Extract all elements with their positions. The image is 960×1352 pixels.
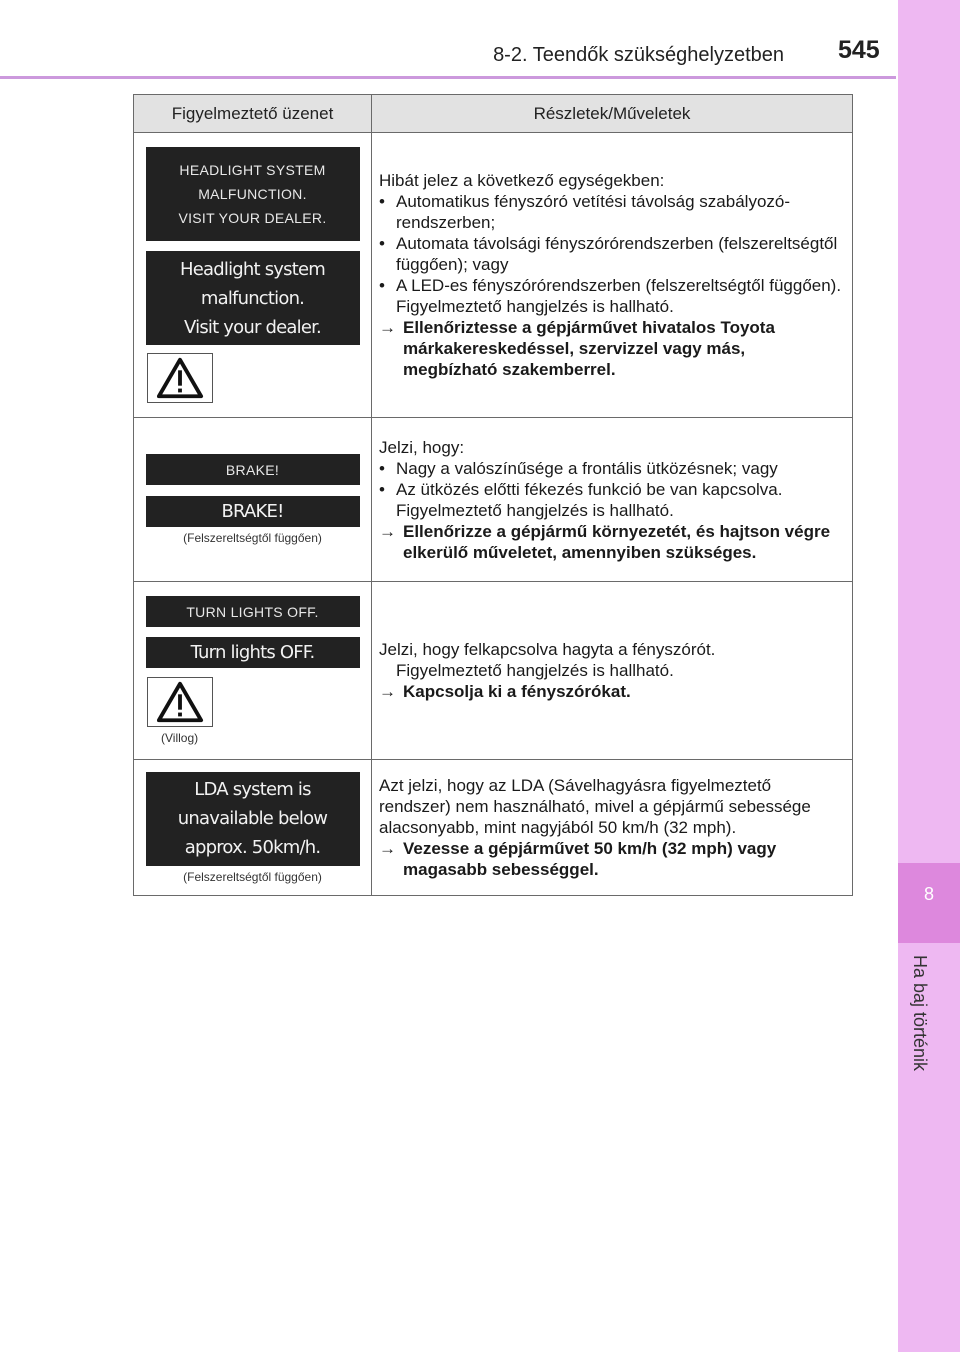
message-display-text bbox=[146, 596, 360, 627]
arrow-icon: → bbox=[379, 839, 396, 858]
details-bullet: • Az ütközés előtti fékezés funkció be van kapcsolva. bbox=[379, 479, 842, 500]
message-display-text bbox=[146, 147, 360, 241]
message-display-graphic bbox=[146, 637, 360, 668]
column-header-message: Figyelmeztető üzenet bbox=[134, 95, 372, 133]
action-text: Ellenőriztesse a gépjárművet hivatalos Toyota márkakereskedéssel, szervizzel vagy más, megbízható szakemberrel. bbox=[403, 318, 775, 379]
details-cell bbox=[372, 582, 853, 760]
message-line: TURN LIGHTS OFF. bbox=[186, 603, 319, 620]
details-intro: Azt jelzi, hogy az LDA (Sávelhagyásra figyelmeztető rendszer) nem használható, mivel a gépjármű sebessége alacsonyabb, mint nagyjából 50 km/h (32 mph). bbox=[379, 776, 811, 837]
message-line: LDA system is bbox=[194, 779, 311, 800]
details-intro: Jelzi, hogy: bbox=[379, 437, 465, 457]
details-intro: Jelzi, hogy felkapcsolva hagyta a fényszórót. bbox=[379, 640, 716, 659]
details-cell bbox=[372, 760, 853, 896]
action-text: Ellenőrizze a gépjármű környezetét, és hajtson végre elkerülő műveletet, amennyiben szükséges. bbox=[403, 521, 831, 562]
availability-caption: (Felszereltségtől függően) bbox=[183, 531, 322, 545]
details-note: Figyelmeztető hangjelzés is hallható. bbox=[396, 661, 674, 680]
message-line: Turn lights OFF. bbox=[190, 642, 315, 663]
details-cell bbox=[372, 418, 853, 582]
chapter-label: Ha baj történik bbox=[910, 955, 930, 1072]
message-line: VISIT YOUR DEALER. bbox=[178, 210, 327, 226]
details-cell bbox=[372, 133, 853, 418]
details-action bbox=[379, 681, 842, 702]
message-display-text bbox=[146, 454, 360, 485]
action-text: Kapcsolja ki a fényszórókat. bbox=[403, 682, 631, 701]
message-cell bbox=[134, 133, 372, 418]
table-row bbox=[134, 760, 853, 896]
chapter-side-tab bbox=[898, 0, 960, 1352]
action-text: Vezesse a gépjárművet 50 km/h (32 mph) vagy magasabb sebességgel. bbox=[403, 839, 777, 879]
message-line: BRAKE! bbox=[225, 461, 280, 478]
blinking-caption: (Villog) bbox=[161, 731, 199, 745]
message-cell bbox=[134, 418, 372, 582]
details-bullet: • A LED-es fényszórórendszerben (felszereltségtől függően). bbox=[379, 275, 842, 296]
message-line: approx. 50km/h. bbox=[184, 837, 321, 858]
message-cell bbox=[134, 582, 372, 760]
message-line: HEADLIGHT SYSTEM bbox=[179, 162, 326, 178]
warning-triangle-icon bbox=[147, 353, 213, 403]
details-note: Figyelmeztető hangjelzés is hallható. bbox=[396, 500, 674, 520]
message-line: MALFUNCTION. bbox=[198, 186, 307, 202]
table-row bbox=[134, 133, 853, 418]
message-cell bbox=[134, 760, 372, 896]
column-header-details: Részletek/Műveletek bbox=[372, 95, 853, 133]
message-line: malfunction. bbox=[200, 287, 305, 309]
table-row bbox=[134, 582, 853, 760]
table-header-row bbox=[134, 95, 853, 133]
message-display-graphic bbox=[146, 772, 360, 866]
details-bullet: • Automatikus fényszóró vetítési távolság szabályozó-rendszerben; bbox=[379, 191, 842, 233]
header-divider bbox=[0, 76, 896, 79]
warning-triangle-icon bbox=[147, 677, 213, 727]
details-note: Figyelmeztető hangjelzés is hallható. bbox=[396, 297, 674, 316]
details-intro: Hibát jelez a következő egységekben: bbox=[379, 171, 665, 190]
availability-caption: (Felszereltségtől függően) bbox=[183, 869, 322, 884]
details-action bbox=[379, 521, 842, 563]
message-line: BRAKE! bbox=[221, 501, 284, 522]
message-line: Headlight system bbox=[180, 258, 325, 280]
details-action bbox=[379, 317, 842, 380]
warning-message-table bbox=[133, 94, 853, 896]
arrow-icon: → bbox=[379, 318, 396, 337]
arrow-icon: → bbox=[379, 682, 396, 701]
message-line: unavailable below bbox=[177, 808, 328, 829]
table-row bbox=[134, 418, 853, 582]
message-line: Visit your dealer. bbox=[184, 316, 321, 338]
arrow-icon: → bbox=[379, 521, 396, 541]
details-bullet: • Automata távolsági fényszórórendszerben (felszereltségtől függően); vagy bbox=[379, 233, 842, 275]
message-display-graphic bbox=[146, 496, 360, 527]
message-display-graphic bbox=[146, 251, 360, 345]
details-action bbox=[379, 838, 842, 880]
chapter-number: 8 bbox=[923, 884, 934, 904]
section-title: 8-2. Teendők szükséghelyzetben bbox=[493, 44, 784, 66]
details-bullet: • Nagy a valószínűsége a frontális ütközésnek; vagy bbox=[379, 458, 842, 479]
page-number: 545 bbox=[838, 36, 880, 64]
